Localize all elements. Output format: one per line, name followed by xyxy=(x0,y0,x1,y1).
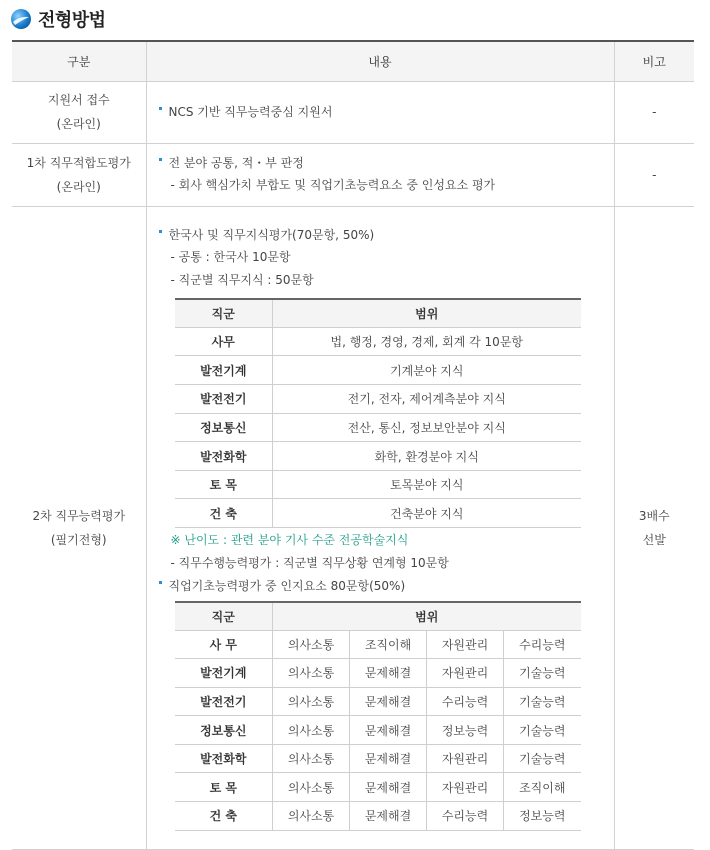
job-label: 사무 xyxy=(175,327,273,356)
header-content: 내용 xyxy=(146,41,614,81)
competency-value: 의사소통 xyxy=(273,773,350,802)
competency-value: 기술능력 xyxy=(504,659,581,688)
sub-item: - 공통 : 한국사 10문항 xyxy=(170,250,291,265)
table-row xyxy=(175,659,581,688)
sub-item: - 회사 핵심가치 부합도 및 직업기초능력요소 중 인성요소 평가 xyxy=(170,178,496,192)
basic-competency-table xyxy=(175,601,581,831)
competency-value: 수리능력 xyxy=(427,802,504,831)
scope-value: 화학, 환경분야 지식 xyxy=(273,442,581,471)
stage-name: 지원서 접수 xyxy=(47,93,110,107)
remark-line: 3배수 xyxy=(638,508,670,523)
competency-value: 정보능력 xyxy=(504,802,581,831)
competency-value: 자원관리 xyxy=(427,773,504,802)
job-label: 발전화학 xyxy=(175,744,273,773)
stage-name: 1차 직무적합도평가 xyxy=(26,155,131,170)
competency-value: 의사소통 xyxy=(273,716,350,745)
table-row xyxy=(175,327,581,356)
job-label: 사 무 xyxy=(175,630,273,659)
stage-method: (온라인) xyxy=(56,117,101,131)
job-label: 건 축 xyxy=(175,802,273,831)
stage-cell xyxy=(12,206,146,849)
competency-value: 문제해결 xyxy=(350,773,427,802)
table-row xyxy=(175,773,581,802)
stage-cell xyxy=(12,81,146,143)
inner-header-row xyxy=(175,602,581,630)
table-row xyxy=(175,687,581,716)
competency-value: 문제해결 xyxy=(350,802,427,831)
competency-value: 기술능력 xyxy=(504,716,581,745)
competency-value: 문제해결 xyxy=(350,744,427,773)
remark-cell xyxy=(614,206,694,849)
stage-method: (온라인) xyxy=(56,179,101,194)
competency-value: 의사소통 xyxy=(273,659,350,688)
competency-value: 문제해결 xyxy=(350,687,427,716)
competency-value: 의사소통 xyxy=(273,802,350,831)
table-row xyxy=(175,470,581,499)
job-label: 발전기계 xyxy=(175,356,273,385)
bullet-item: 직업기초능력평가 중 인지요소 80문항(50%) xyxy=(157,575,613,597)
scope-value: 전기, 전자, 제어계측분야 지식 xyxy=(273,385,581,414)
header-remark: 비고 xyxy=(614,41,694,81)
bullet-item: NCS 기반 직무능력중심 지원서 xyxy=(157,101,613,123)
section-title xyxy=(10,4,106,34)
difficulty-note: ※ 난이도 : 관련 분야 기사 수준 전공학술지식 xyxy=(170,533,409,547)
remark-line: 선발 xyxy=(642,532,666,547)
job-label: 발전기계 xyxy=(175,659,273,688)
competency-value: 의사소통 xyxy=(273,687,350,716)
bullet-item: 한국사 및 직무지식평가(70문항, 50%) xyxy=(157,224,613,246)
table-header-row xyxy=(12,41,694,81)
content-cell xyxy=(146,81,614,143)
table-row xyxy=(175,716,581,745)
competency-value: 수리능력 xyxy=(504,630,581,659)
scope-value: 기계분야 지식 xyxy=(273,356,581,385)
bullet-item: 전 분야 공통, 적・부 판정 xyxy=(157,152,613,174)
table-row xyxy=(175,385,581,414)
job-label: 건 축 xyxy=(175,499,273,528)
selection-method-table xyxy=(12,40,694,850)
stage-name: 2차 직무능력평가 xyxy=(32,508,126,523)
table-row xyxy=(175,630,581,659)
competency-value: 자원관리 xyxy=(427,744,504,773)
competency-value: 자원관리 xyxy=(427,630,504,659)
job-label: 토 목 xyxy=(175,470,273,499)
competency-value: 의사소통 xyxy=(273,744,350,773)
header-category: 구분 xyxy=(12,41,146,81)
content-cell xyxy=(146,143,614,206)
job-label: 정보통신 xyxy=(175,413,273,442)
table-row xyxy=(12,206,694,849)
inner-header-scope: 범위 xyxy=(273,299,581,327)
competency-value: 기술능력 xyxy=(504,744,581,773)
competency-value: 정보능력 xyxy=(427,716,504,745)
competency-value: 의사소통 xyxy=(273,630,350,659)
remark-cell: - xyxy=(614,81,694,143)
competency-value: 수리능력 xyxy=(427,687,504,716)
job-label: 발전전기 xyxy=(175,385,273,414)
competency-value: 조직이해 xyxy=(504,773,581,802)
inner-header-scope: 범위 xyxy=(273,602,581,630)
competency-value: 문제해결 xyxy=(350,716,427,745)
job-label: 토 목 xyxy=(175,773,273,802)
table-row xyxy=(175,499,581,528)
page-title: 전형방법 xyxy=(38,10,106,31)
stage-method: (필기전형) xyxy=(50,532,107,547)
table-row xyxy=(175,413,581,442)
scope-value: 건축분야 지식 xyxy=(273,499,581,528)
stage-cell xyxy=(12,143,146,206)
inner-header-row xyxy=(175,299,581,327)
competency-value: 기술능력 xyxy=(504,687,581,716)
remark-cell: - xyxy=(614,143,694,206)
scope-value: 토목분야 지식 xyxy=(273,470,581,499)
inner-header-job: 직군 xyxy=(175,299,273,327)
job-label: 발전전기 xyxy=(175,687,273,716)
job-knowledge-table xyxy=(175,298,581,528)
scope-value: 전산, 통신, 정보보안분야 지식 xyxy=(273,413,581,442)
table-row xyxy=(175,442,581,471)
content-cell xyxy=(146,206,614,849)
sub-item: - 직무수행능력평가 : 직군별 직무상황 연계형 10문항 xyxy=(170,556,449,570)
table-row xyxy=(12,81,694,143)
table-row xyxy=(175,802,581,831)
inner-header-job: 직군 xyxy=(175,602,273,630)
globe-bullet-icon xyxy=(10,8,32,30)
job-label: 정보통신 xyxy=(175,716,273,745)
sub-item: - 직군별 직무지식 : 50문항 xyxy=(170,273,314,288)
competency-value: 자원관리 xyxy=(427,659,504,688)
job-label: 발전화학 xyxy=(175,442,273,471)
table-row xyxy=(175,356,581,385)
competency-value: 문제해결 xyxy=(350,659,427,688)
competency-value: 조직이해 xyxy=(350,630,427,659)
table-row xyxy=(175,744,581,773)
table-row xyxy=(12,143,694,206)
scope-value: 법, 행정, 경영, 경제, 회계 각 10문항 xyxy=(273,327,581,356)
